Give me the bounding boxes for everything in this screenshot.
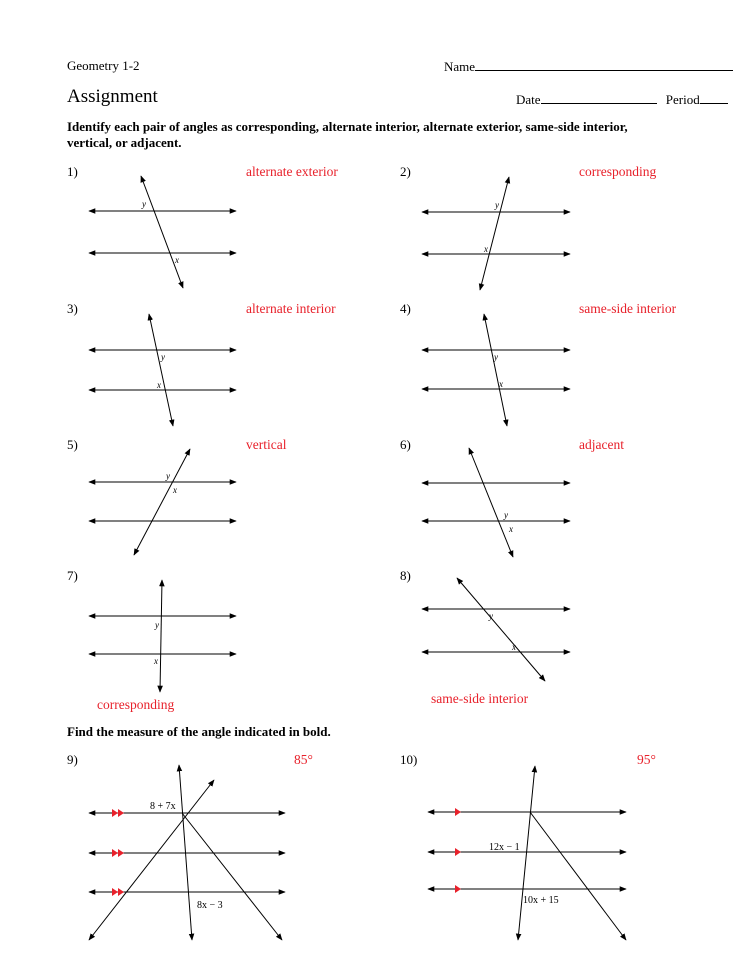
answer-text: corresponding	[579, 164, 657, 179]
problem-number: 10)	[400, 752, 418, 767]
page-title: Assignment	[67, 86, 158, 107]
angle-label: x	[175, 255, 179, 265]
problem-number: 4)	[400, 301, 411, 316]
problem-number: 7)	[67, 568, 78, 583]
angle-label: x	[154, 656, 158, 666]
problem-number: 1)	[67, 164, 78, 179]
angle-expression: 8 + 7x	[150, 801, 176, 812]
figure-problem-8	[422, 578, 570, 681]
angle-label: y	[155, 620, 159, 630]
figure-problem-1	[89, 176, 236, 288]
figure-problem-5	[89, 449, 236, 555]
problem-number: 8)	[400, 568, 411, 583]
name-label: Name	[444, 59, 476, 74]
problem-number: 9)	[67, 752, 78, 767]
angle-expression: 10x + 15	[523, 895, 559, 906]
problem-number: 6)	[400, 437, 411, 452]
figure-problem-2	[422, 177, 570, 290]
answer-text: alternate exterior	[246, 164, 338, 179]
angle-label: y	[142, 199, 146, 209]
answer-text: 85°	[294, 752, 313, 767]
angle-label: x	[484, 244, 488, 254]
angle-label: y	[489, 611, 493, 621]
section2-instructions: Find the measure of the angle indicated in bold.	[67, 724, 331, 739]
parallel-markers	[112, 808, 461, 896]
angle-label: y	[495, 200, 499, 210]
figure-problem-7	[89, 580, 236, 692]
angle-label: x	[509, 524, 513, 534]
course-name: Geometry 1-2	[67, 58, 140, 73]
problem-number: 3)	[67, 301, 78, 316]
answer-text: 95°	[637, 752, 656, 767]
angle-label: x	[499, 379, 503, 389]
figure-problem-6	[422, 448, 570, 557]
answer-text: same-side interior	[431, 691, 529, 706]
angle-label: y	[161, 352, 165, 362]
angle-label: x	[173, 485, 177, 495]
figure-problem-3	[89, 314, 236, 426]
angle-label: y	[166, 471, 170, 481]
answer-text: corresponding	[97, 697, 175, 712]
angle-expression: 8x − 3	[197, 900, 223, 911]
section1-instructions: Identify each pair of angles as corresponding, alternate interior, alternate exterior, same-side interior, vertical, or adjacent.	[67, 119, 628, 150]
answer-text: vertical	[246, 437, 287, 452]
answer-text: adjacent	[579, 437, 624, 452]
angle-label: x	[512, 642, 516, 652]
figure-problem-4	[422, 314, 570, 426]
problem-number: 5)	[67, 437, 78, 452]
angle-label: y	[494, 352, 498, 362]
answer-text: alternate interior	[246, 301, 336, 316]
angle-label: x	[157, 380, 161, 390]
angle-label: y	[504, 510, 508, 520]
problem-number: 2)	[400, 164, 411, 179]
angle-expression: 12x − 1	[489, 842, 520, 853]
answer-text: same-side interior	[579, 301, 677, 316]
period-label: Period	[665, 92, 700, 107]
date-label: Date	[516, 92, 541, 107]
